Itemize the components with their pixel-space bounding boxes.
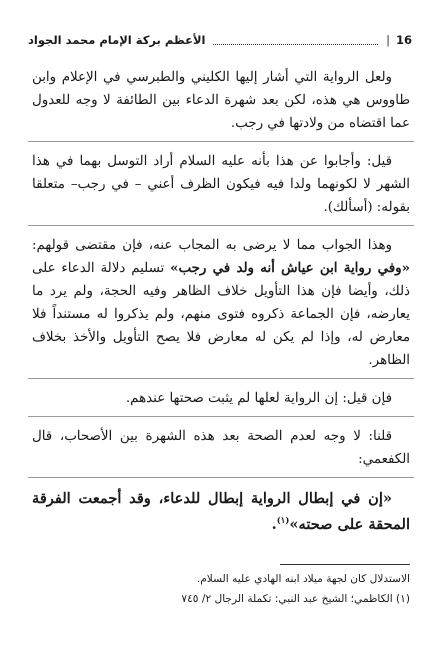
footnotes [32, 564, 410, 609]
page-number: 16 [395, 33, 412, 47]
paragraph-divider [28, 416, 414, 417]
paragraph-divider [28, 378, 414, 379]
paragraph-divider [28, 477, 414, 478]
header-page-number-group [386, 33, 412, 47]
paragraph-2: قيل: وأجابوا عن هذا بأنه عليه السلام أراد التوسل بهما في هذا الشهر لا لكونهما ولدا فيه فيكون الظرف أعني – في رجب– متعلقا بقوله: (أسألك). [32, 154, 410, 215]
running-title: الأعظم بركة الإمام محمد الجواد [28, 33, 206, 47]
paragraph-3-start: وهذا الجواب مما لا يرضى به المجاب عنه، فإن مقتضى قولهم: [32, 238, 392, 253]
kafami-quote [32, 486, 410, 538]
paragraph-3-quote: «وفي رواية ابن عياش أنه ولد في رجب» [170, 260, 410, 276]
paragraph-3 [32, 234, 410, 372]
footnote-ref-1[interactable]: (١) [276, 516, 290, 527]
footnote-rule [280, 564, 410, 565]
paragraph-4: فإن قيل: إن الرواية لعلها لم يثبت صحتها عندهم. [125, 391, 392, 406]
main-text [32, 66, 410, 538]
header-dotted-leader [213, 36, 378, 45]
paragraph-5: قلنا: لا وجه لعدم الصحة بعد هذه الشهرة بين الأصحاب، قال الكفعمي: [32, 429, 410, 467]
quote-text: «إن في إبطال الرواية إبطال للدعاء، وقد أجمعت الفرقة المحقة على صحته» [32, 490, 410, 533]
footnote-1: (١) الكاظمي؛ الشيخ عبد النبي: تكملة الرجال ٢/ ٧٤٥ [181, 593, 410, 605]
paragraph-3-end: تسليم دلالة الدعاء على ذلك، وأيضا فإن هذا التأويل خلاف الظاهر وفيه الحجة، ولم يرد ما يعارضه، فإن الجماعة ذكروه فتوى منهم، ولم يذكروا له مستنداً فلا معارض له، وإذا لم يكن له معارض فلا يصح التأويل والأخذ بخلاف الظاهر. [32, 261, 410, 368]
paragraph-divider [28, 225, 414, 226]
page-header [28, 30, 412, 50]
footnote-continuation: الاستدلال كان لجهة ميلاد ابنه الهادي عليه السلام. [196, 573, 410, 585]
header-separator: | [386, 33, 390, 47]
quote-end: . [271, 516, 277, 533]
paragraph-divider [28, 141, 414, 142]
paragraph-1: ولعل الرواية التي أشار إليها الكليني والطبرسي في الإعلام وابن طاووس هي هذه، لكن بعد شهرة الدعاء بين الطائفة لا وجه للعدول عما اقتضاه من ولادتها في رجب. [32, 70, 410, 131]
